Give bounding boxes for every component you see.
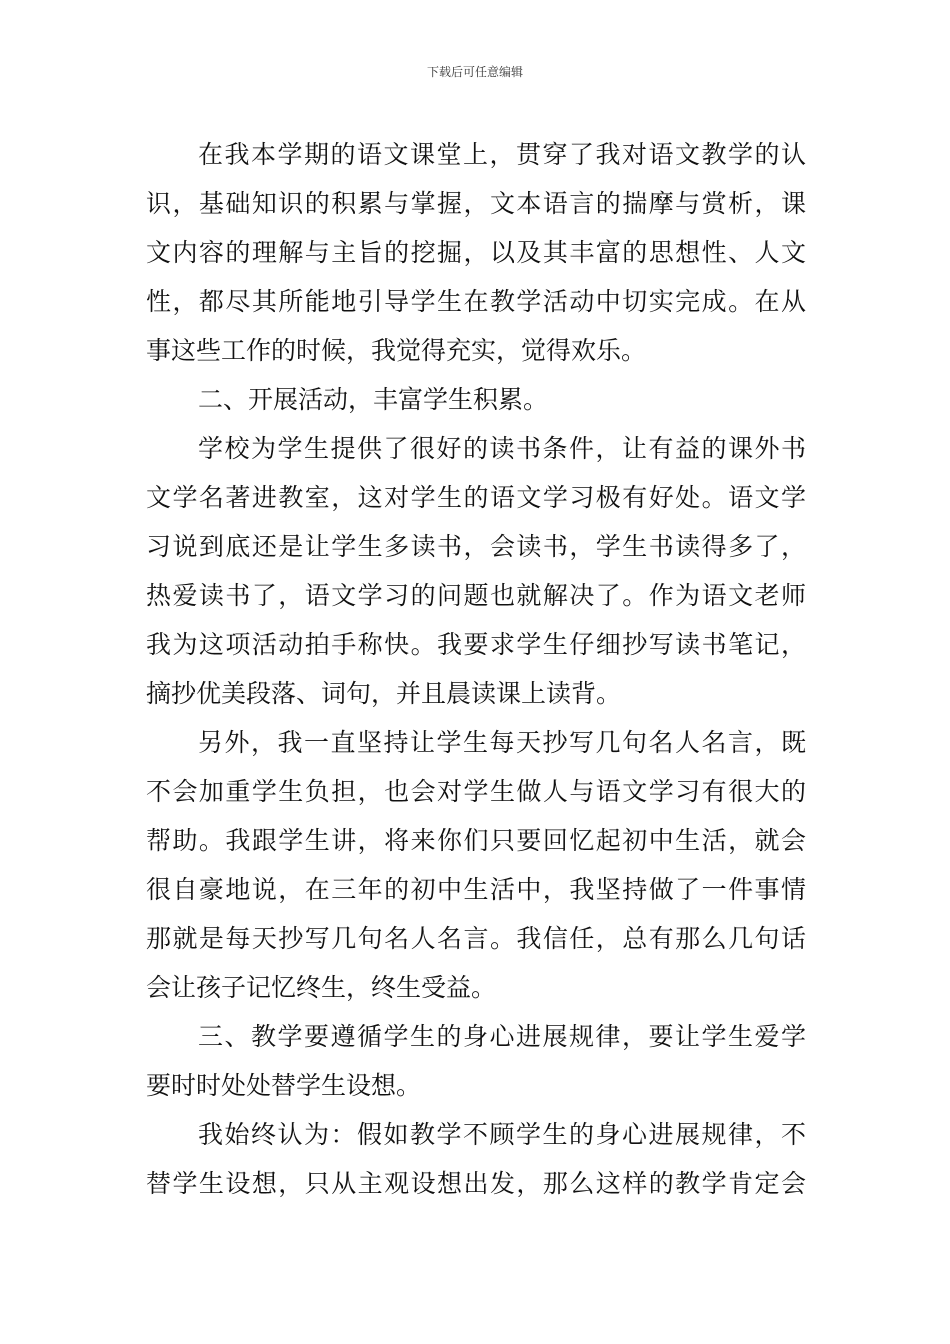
paragraph-2-heading bbox=[146, 375, 806, 424]
text-line: 替学生设想，只从主观设想出发，那么这样的教学肯定会 bbox=[146, 1169, 806, 1198]
paragraph-3 bbox=[146, 424, 806, 718]
text-line: 习说到底还是让学生多读书，会读书，学生书读得多了， bbox=[146, 532, 806, 561]
paragraph-5-heading bbox=[146, 1012, 806, 1110]
text-line: 很自豪地说，在三年的初中生活中，我坚持做了一件事情 bbox=[146, 875, 806, 904]
text-line: 热爱读书了，语文学习的问题也就解决了。作为语文老师 bbox=[146, 581, 806, 610]
text-line: 会让孩子记忆终生，终生受益。 bbox=[146, 973, 497, 1002]
document-body bbox=[146, 130, 806, 1208]
text-line: 帮助。我跟学生讲，将来你们只要回忆起初中生活，就会 bbox=[146, 826, 806, 855]
paragraph-4 bbox=[146, 718, 806, 1012]
section-heading: 三、教学要遵循学生的身心进展规律，要让学生爱学 bbox=[198, 1022, 806, 1051]
text-line: 识，基础知识的积累与掌握，文本语言的揣摩与赏析，课 bbox=[146, 189, 806, 218]
text-line: 文内容的理解与主旨的挖掘，以及其丰富的思想性、人文 bbox=[146, 238, 806, 267]
text-line: 不会加重学生负担，也会对学生做人与语文学习有很大的 bbox=[146, 777, 806, 806]
text-line: 那就是每天抄写几句名人名言。我信任，总有那么几句话 bbox=[146, 924, 806, 953]
section-heading: 二、开展活动，丰富学生积累。 bbox=[198, 385, 549, 414]
text-line: 事这些工作的时候，我觉得充实，觉得欢乐。 bbox=[146, 336, 647, 365]
paragraph-1 bbox=[146, 130, 806, 375]
text-line: 我为这项活动拍手称快。我要求学生仔细抄写读书笔记， bbox=[146, 630, 806, 659]
text-line: 另外，我一直坚持让学生每天抄写几句名人名言，既 bbox=[198, 728, 806, 757]
text-line: 学校为学生提供了很好的读书条件，让有益的课外书 bbox=[198, 434, 806, 463]
text-line: 在我本学期的语文课堂上，贯穿了我对语文教学的认 bbox=[198, 140, 806, 169]
section-heading: 要时时处处替学生设想。 bbox=[146, 1071, 422, 1100]
text-line: 文学名著进教室，这对学生的语文学习极有好处。语文学 bbox=[146, 483, 806, 512]
page-header: 下载后可任意编辑 bbox=[426, 65, 523, 79]
paragraph-6 bbox=[146, 1110, 806, 1208]
text-line: 性，都尽其所能地引导学生在教学活动中切实完成。在从 bbox=[146, 287, 806, 316]
text-line: 我始终认为：假如教学不顾学生的身心进展规律，不 bbox=[198, 1120, 806, 1149]
text-line: 摘抄优美段落、词句，并且晨读课上读背。 bbox=[146, 679, 622, 708]
